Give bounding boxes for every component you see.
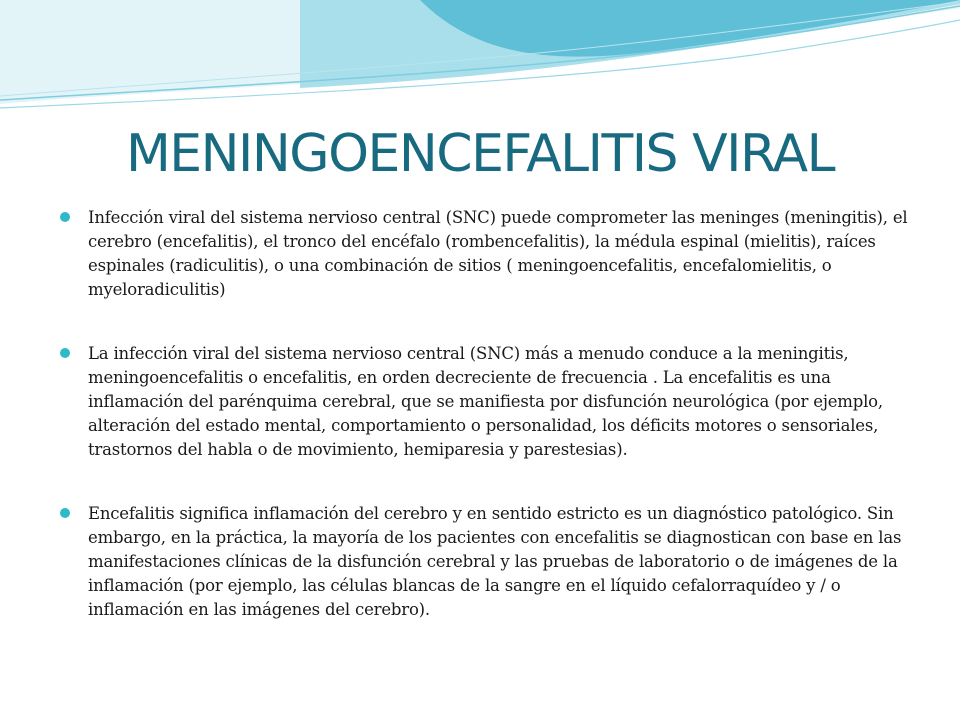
bullet-item [60,502,920,622]
bullet-item [60,206,920,302]
bullet-dot-icon [60,212,70,222]
bullet-dot-icon [60,508,70,518]
bullet-text: Infección viral del sistema nervioso central (SNC) puede comprometer las meninges (meningitis), el cerebro (encefalitis), el tronco del encéfalo (rombencefalitis), la médula espinal (mielitis), raíces espinales (radiculitis), o una combinación de sitios ( meningoencefalitis, encefalomielitis, o myeloradiculitis) [88,208,908,299]
bullet-dot-icon [60,348,70,358]
bullet-text: La infección viral del sistema nervioso central (SNC) más a menudo conduce a la meningitis, meningoencefalitis o encefalitis, en orden decreciente de frecuencia . La encefalitis es una inflamación del parénquima cerebral, que se manifiesta por disfunción neurológica (por ejemplo, alteración del estado mental, comportamiento o personalidad, los déficits motores o sensoriales, trastornos del habla o de movimiento, hemiparesia y parestesias). [88,344,883,459]
bullet-text: Encefalitis significa inflamación del cerebro y en sentido estricto es un diagnóstico patológico. Sin embargo, en la práctica, la mayoría de los pacientes con encefalitis se diagnostican con base en las manifestaciones clínicas de la disfunción cerebral y las pruebas de laboratorio o de imágenes de la inflamación (por ejemplo, las células blancas de la sangre en el líquido cefalorraquídeo y / o inflamación en las imágenes del cerebro). [88,504,902,619]
slide-title: MENINGOENCEFALITIS VIRAL [125,124,835,184]
bullet-list [60,206,920,622]
decorative-wave-header [0,0,960,120]
bullet-item [60,342,920,462]
